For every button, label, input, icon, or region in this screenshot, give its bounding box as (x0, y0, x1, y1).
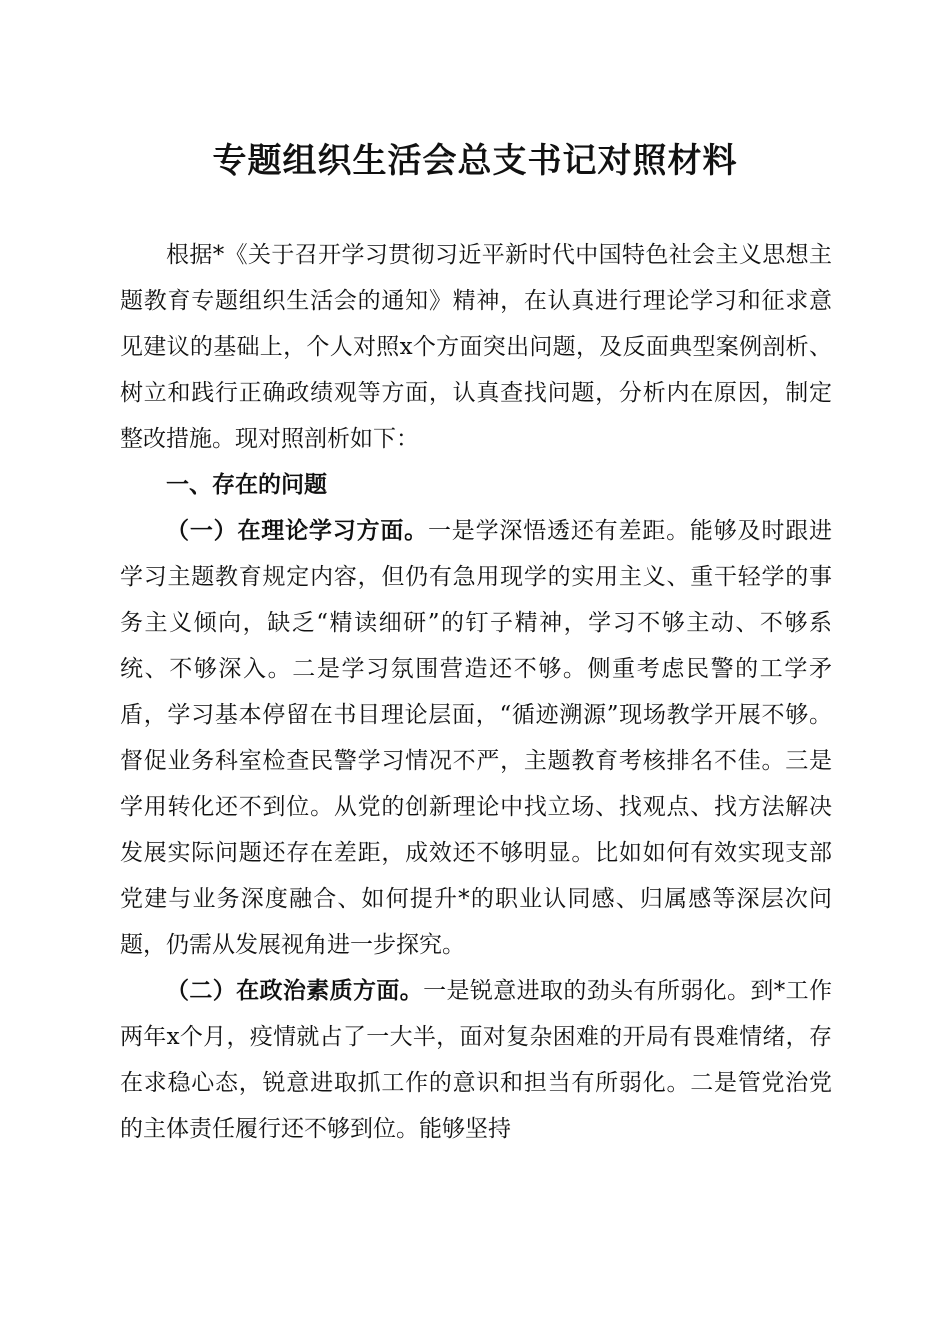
item-lead-1: （一）在理论学习方面。 (166, 517, 428, 544)
document-title: 专题组织生活会总支书记对照材料 (212, 141, 738, 181)
item-text-1: 一是学深悟透还有差距。能够及时跟进学习主题教育规定内容，但仍有急用现学的实用主义、重干轻学的事务主义倾向，缺乏“精读细研”的钉子精神，学习不够主动、不够系统、不够深入。二是学习氛围营造还不够。侧重考虑民警的工学矛盾，学习基本停留在书目理论层面，“循迹溯源”现场教学开展不够。督促业务科室检查民警学习情况不严，主题教育考核排名不佳。三是学用转化还不到位。从党的创新理论中找立场、找观点、找方法解决发展实际问题还存在差距，成效还不够明显。比如如何有效实现支部党建与业务深度融合、如何提升*的职业认同感、归属感等深层次问题，仍需从发展视角进一步探究。 (120, 518, 833, 958)
section-heading: 一、存在的问题 (166, 472, 327, 498)
item-text-2: 一是锐意进取的劲头有所弱化。到*工作两年x个月，疫情就占了一大半，面对复杂困难的开局有畏难情绪，存在求稳心态，锐意进取抓工作的意识和担当有所弱化。二是管党治党的主体责任履行还不够到位。能够坚持 (120, 978, 832, 1142)
document-body (120, 232, 832, 1152)
item-lead-2: （二）在政治素质方面。 (166, 977, 424, 1004)
item-paragraph-2 (120, 968, 832, 1152)
item-paragraph-1 (120, 508, 832, 968)
intro-paragraph: 根据*《关于召开学习贯彻习近平新时代中国特色社会主义思想主题教育专题组织生活会的通知》精神，在认真进行理论学习和征求意见建议的基础上，个人对照x个方面突出问题，及反面典型案例剖析、树立和践行正确政绩观等方面，认真查找问题，分析内在原因，制定整改措施。现对照剖析如下： (120, 242, 832, 452)
